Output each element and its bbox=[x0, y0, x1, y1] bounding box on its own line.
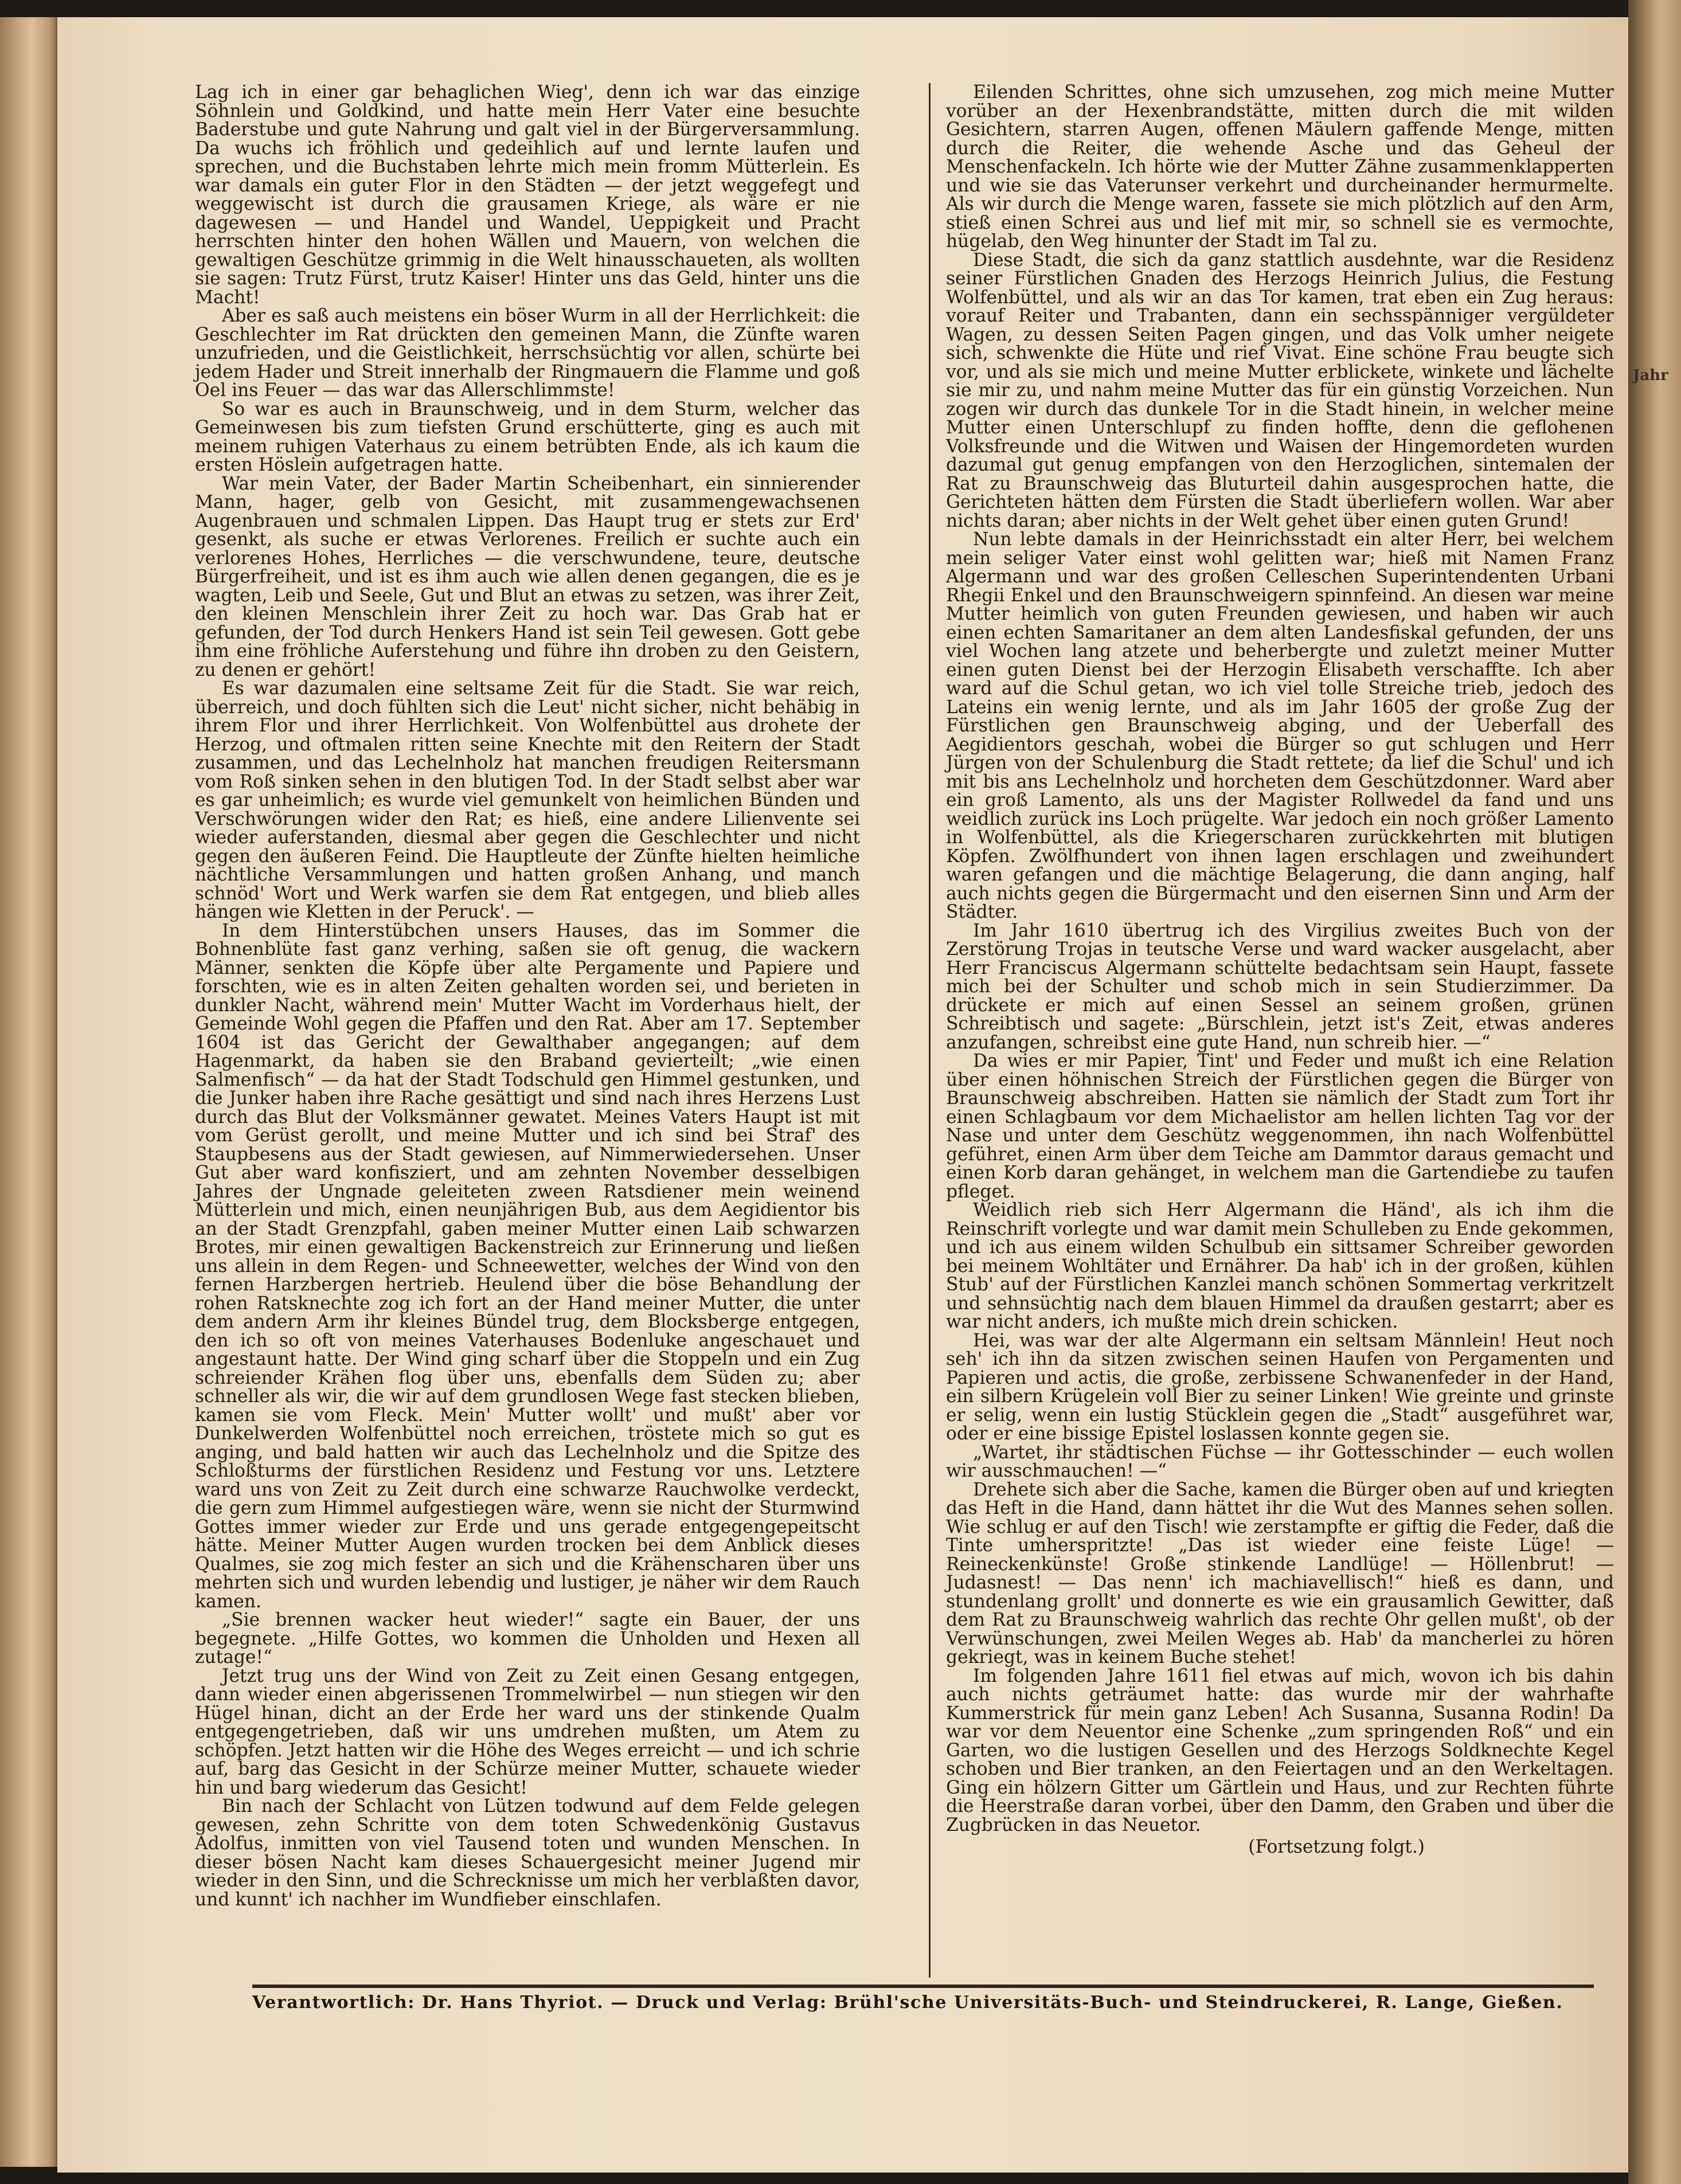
column-divider bbox=[929, 83, 931, 1978]
next-page-edge bbox=[1628, 0, 1681, 2184]
next-page-fragment: Jahr bbox=[1633, 367, 1668, 384]
paragraph: Es war dazumalen eine seltsame Zeit für die Stadt. Sie war reich, überreich, und doch fühlten sich die Leut' nicht sicher, nicht behäbig in ihrem Flor und ihrer Herrlichkeit. Von Wolfenbüttel aus drohete der Herzog, und oftmalen ritten seine Knechte mit den Reitern der Stadt zusammen, und das Lechelnholz hat manchen freudigen Reitersmann vom Roß sinken sehen in den blutigen Tod. In der Stadt selbst aber war es gar unheimlich; es wurde viel gemunkelt von heimlichen Bünden und Verschwörungen wider den Rat; es hieß, eine andere Lilienvente sei wieder auferstanden, diesmal aber gegen die Geschlechter und nicht gegen den äußeren Feind. Die Hauptleute der Zünfte hielten heimliche nächtliche Versammlungen und hatten großen Anhang, und manch schnöd' Wort und Werk warfen sie dem Rat entgegen, und blieb alles hängen wie Kletten in der Peruck'. — bbox=[195, 678, 860, 922]
paragraph: Da wies er mir Papier, Tint' und Feder und mußt ich eine Relation über einen höhnischen Streich der Fürstlichen gegen die Bürger von Braunschweig abschreiben. Hatten sie nämlich der Stadt zum Tort ihr einen Schlagbaum vor dem Michaelistor am hellen lichten Tag vor der Nase und unter dem Geschütz weggenommen, ihn nach Wolfenbüttel geführet, einen Arm über dem Teiche am Dammtor daraus gemacht und einen Korb daran gehänget, in welchem man die Gartendiebe zu taufen pfleget. bbox=[946, 1051, 1614, 1202]
paragraph: Bin nach der Schlacht von Lützen todwund auf dem Felde gelegen gewesen, zehn Schritte von dem toten Schwedenkönig Gustavus Adolfus, inmitten von viel Tausend toten und wunden Menschen. In dieser bösen Nacht kam dieses Schauergesicht meiner Jugend mir wieder in den Sinn, und die Schrecknisse um mich her verblaßten davor, und kunnt' ich nachher im Wundfieber einschlafen. bbox=[195, 1796, 860, 1910]
paragraph: „Sie brennen wacker heut wieder!“ sagte ein Bauer, der uns begegnete. „Hilfe Gottes, wo kommen die Unholden und Hexen all zutage!“ bbox=[195, 1610, 860, 1668]
paragraph: Lag ich in einer gar behaglichen Wieg', denn ich war das einzige Söhnlein und Goldkind, und hatte mein Herr Vater eine besuchte Baderstube und gute Nahrung und galt viel in der Bürgerversammlung. Da wuchs ich fröhlich und gedeihlich auf und lernte laufen und sprechen, und die Buchstaben lehrte mich mein fromm Mütterlein. Es war damals ein guter Flor in den Städten — der jetzt weggefegt und weggewischt ist durch die grausamen Kriege, als wäre er nie dagewesen — und Handel und Wandel, Ueppigkeit und Pracht herrschten hinter den hohen Wällen und Mauern, von welchen die gewaltigen Geschütze grimmig in die Welt hinausschaueten, als wollten sie sagen: Trutz Fürst, trutz Kaiser! Hinter uns das Geld, hinter uns die Macht! bbox=[195, 82, 860, 308]
right-text-column bbox=[946, 83, 1614, 1857]
book-binding bbox=[0, 17, 57, 2167]
paragraph: Diese Stadt, die sich da ganz stattlich ausdehnte, war die Residenz seiner Fürstlichen Gnaden des Herzogs Heinrich Julius, die Festung Wolfenbüttel, und als wir an das Tor kamen, trat eben ein Zug heraus: vorauf Reiter und Trabanten, dann ein sechsspänniger vergüldeter Wagen, zu dessen Seiten Pagen gingen, und das Volk umher neigete sich, schwenkte die Hüte und rief Vivat. Eine schöne Frau beugte sich vor, und als sie mich und meine Mutter erblickete, winkete und lächelte sie mir zu, und nahm meine Mutter das für ein günstig Vorzeichen. Nun zogen wir durch das dunkele Tor in die Stadt hinein, in welcher meine Mutter einen Unterschlupf zu finden hoffte, denn die geflohenen Volksfreunde und die Witwen und Waisen der Hingemordeten wurden dazumal gut genug empfangen von den Herzoglichen, sintemalen der Rat zu Braunschweig das Bluturteil dahin ausgesprochen hatte, die Gerichteten hätten dem Fürsten die Stadt überliefern wollen. War aber nichts daran; aber nichts in der Welt gehet über einen guten Grund! bbox=[946, 249, 1614, 531]
paragraph: Jetzt trug uns der Wind von Zeit zu Zeit einen Gesang entgegen, dann wieder einen abgerissenen Trommelwirbel — nun stiegen wir den Hügel hinan, dicht an der Erde her ward uns der stinkende Qualm entgegengetrieben, daß wir uns umdrehen mußten, um Atem zu schöpfen. Jetzt hatten wir die Höhe des Weges erreicht — und ich schrie auf, barg das Gesicht in der Schürze meiner Mutter, schauete wieder hin und barg wiederum das Gesicht! bbox=[195, 1665, 860, 1798]
left-text-column bbox=[195, 83, 860, 1909]
continuation-note: (Fortsetzung folgt.) bbox=[1248, 1837, 1425, 1857]
paragraph: Hei, was war der alte Algermann ein seltsam Männlein! Heut noch seh' ich ihn da sitzen zwischen seinen Haufen von Pergamenten und Papieren und actis, die große, zerbissene Schwanenfeder in der Hand, ein silbern Krügelein voll Bier zu seiner Linken! Wie greinte und grinste er selig, wenn ein lustig Stücklein gegen die „Stadt“ ausgeführet war, oder er eine bissige Epistel loslassen konnte gegen sie. bbox=[946, 1330, 1614, 1444]
paragraph: Eilenden Schrittes, ohne sich umzusehen, zog mich meine Mutter vorüber an der Hexenbrandstätte, mitten durch die mit wilden Gesichtern, starren Augen, offenen Mäulern gaffende Menge, mitten durch die Reiter, die wehende Asche und das Geheul der Menschenfackeln. Ich hörte wie der Mutter Zähne zusammenklapperten und wie sie das Vaterunser verkehrt und durcheinander hermurmelte. Als wir durch die Menge waren, fassete sie mich plötzlich auf den Arm, stieß einen Schrei aus und lief mit mir, so schnell sie es vermochte, hügelab, den Weg hinunter der Stadt im Tal zu. bbox=[946, 82, 1614, 252]
paragraph: Im folgenden Jahre 1611 fiel etwas auf mich, wovon ich bis dahin auch nichts geträumet hatte: das wurde mir der wahrhafte Kummerstrick für mein ganz Leben! Ach Susanna, Susanna Rodin! Da war vor dem Neuentor eine Schenke „zum springenden Roß“ und ein Garten, wo die lustigen Gesellen und des Herzogs Soldknechte Kegel schoben und Bier tranken, an den Feiertagen und an den Werkeltagen. Ging ein hölzern Gitter um Gärtlein und Haus, und zur Rechten führte die Heerstraße daran vorbei, über den Damm, den Graben und über die Zugbrücken in das Neuetor. bbox=[946, 1665, 1614, 1835]
imprint-footer: Verantwortlich: Dr. Hans Thyriot. — Druck und Verlag: Brühl'sche Universitäts-Buch- und Steindruckerei, R. Lange, Gießen. bbox=[252, 1993, 1563, 2013]
paragraph: Im Jahr 1610 übertrug ich des Virgilius zweites Buch von der Zerstörung Trojas in teutsche Verse und ward wacker ausgelacht, aber Herr Franciscus Algermann schüttelte bedachtsam sein Haupt, fassete mich bei der Schulter und schob mich in sein Studierzimmer. Da drückete er mich auf einen Sessel an seinem großen, grünen Schreibtisch und sagete: „Bürschlein, jetzt ist's Zeit, etwas anderes anzufangen, schreibst eine gute Hand, nun schreib hier. —“ bbox=[946, 920, 1614, 1053]
paragraph: „Wartet, ihr städtischen Füchse — ihr Gottesschinder — euch wollen wir ausschmauchen! —“ bbox=[946, 1442, 1614, 1481]
paragraph: In dem Hinterstübchen unsers Hauses, das im Sommer die Bohnenblüte fast ganz verhing, saßen sie oft genug, die wackern Männer, senkten die Köpfe über alte Pergamente und Papiere und forschten, wie es in alten Zeiten gehalten worden sei, und berieten in dunkler Nacht, während mein' Mutter Wacht im Vorderhaus hielt, der Gemeinde Wohl gegen die Pfaffen und den Rat. Aber am 17. September 1604 ist das Gericht der Gewalthaber angegangen; auf dem Hagenmarkt, da haben sie den Braband gevierteilt; „wie einen Salmenfisch“ — da hat der Stadt Todschuld gen Himmel gestunken, und die Junker haben ihre Rache gesättigt und sind nach ihres Herzens Lust durch das Blut der Volksmänner gewatet. Meines Vaters Haupt ist mit vom Gerüst gerollt, und meine Mutter und ich sind bei Straf' des Staupbesens aus der Stadt gewiesen, auf Nimmerwiedersehen. Unser Gut aber ward konfisziert, und am zehnten November desselbigen Jahres der Ungnade geleiteten zween Ratsdiener mein weinend Mütterlein und mich, einen neunjährigen Bub, aus dem Aegidientor bis an der Stadt Grenzpfahl, gaben meiner Mutter einen Laib schwarzen Brotes, mir einen gewaltigen Backenstreich zur Erinnerung und ließen uns allein in dem Regen- und Schneewetter, welches der Wind von den fernen Harzbergen hertrieb. Heulend über die böse Behandlung der rohen Ratsknechte zog ich fort an der Hand meiner Mutter, die unter dem andern Arm ihr kleines Bündel trug, dem Blocksberge entgegen, den ich so oft von meines Vaterhauses Bodenluke angeschauet und angestaunt hatte. Der Wind ging scharf über die Stoppeln und ein Zug schreiender Krähen flog über uns, ebenfalls dem Süden zu; aber schneller als wir, die wir auf dem grundlosen Wege fast stecken blieben, kamen sie vom Fleck. Mein' Mutter wollt' und mußt' aber vor Dunkelwerden Wolfenbüttel noch erreichen, tröstete mich so gut es anging, und bald hatten wir auch das Lechelnholz und die Spitze des Schloßturms der fürstlichen Residenz und Festung vor uns. Letztere ward uns von Zeit zu Zeit durch eine schwarze Rauchwolke verdeckt, die gern zum Himmel aufgestiegen wäre, wenn sie nicht der Sturmwind Gottes immer wieder zur Erde und uns gerade entgegengepeitscht hätte. Meiner Mutter Augen wurden trocken bei dem Anblick dieses Qualmes, sie zog mich fester an sich und die Krähenscharen über uns mehrten sich und wurden lebendig und lustiger, je näher wir dem Rauch kamen. bbox=[195, 920, 860, 1612]
paragraph: Drehete sich aber die Sache, kamen die Bürger oben auf und kriegten das Heft in die Hand, dann hättet ihr die Wut des Mannes sehen sollen. Wie schlug er auf den Tisch! wie zerstampfte er giftig die Feder, daß die Tinte umherspritzte! „Das ist wieder eine feiste Lüge! — Reineckenkünste! Große stinkende Landlüge! — Höllenbrut! — Judasnest! — Das nenn' ich machiavellisch!“ hieß es dann, und stundenlang grollt' und donnerte es wie ein grausamlich Gewitter, daß dem Rat zu Braunschweig wahrlich das rechte Ohr gellen mußt', ob der Verwünschungen, zwei Meilen Weges ab. Hab' da mancherlei zu hören gekriegt, was in keinem Buche stehet! bbox=[946, 1479, 1614, 1668]
paragraph: Aber es saß auch meistens ein böser Wurm in all der Herrlichkeit: die Geschlechter im Rat drückten den gemeinen Mann, die Zünfte waren unzufrieden, und die Geistlichkeit, herrschsüchtig vor allen, schürte bei jedem Hader und Streit innerhalb der Ringmauern die Flamme und goß Oel ins Feuer — das war das Allerschlimmste! bbox=[195, 306, 860, 401]
footer-rule bbox=[252, 1985, 1594, 1988]
paragraph: Weidlich rieb sich Herr Algermann die Händ', als ich ihm die Reinschrift vorlegte und war damit mein Schulleben zu Ende gekommen, und ich aus einem wilden Schulbub ein sittsamer Schreiber geworden bei meinem Wohltäter und Ernährer. Da hab' ich in der großen, kühlen Stub' auf der Fürstlichen Kanzlei manch schönen Sommertag verkritzelt und sehnsüchtig nach dem blauen Himmel da draußen gestarrt; aber es war nicht anders, ich mußte mich drein schicken. bbox=[946, 1200, 1614, 1332]
paragraph: Nun lebte damals in der Heinrichsstadt ein alter Herr, bei welchem mein seliger Vater einst wohl gelitten war; hieß mit Namen Franz Algermann und war des großen Celleschen Superintendenten Urbani Rhegii Enkel und den Braunschweigern spinnfeind. An diesen war meine Mutter heimlich von guten Freunden gewiesen, und haben wir auch einen echten Samaritaner an dem alten Landesfiskal gefunden, der uns viel Wochen lang atzete und beherbergte und zuletzt meiner Mutter einen guten Dienst bei der Herzogin Elisabeth verschaffte. Ich aber ward auf die Schul getan, wo ich viel tolle Streiche trieb, jedoch des Lateins ein wenig lernte, und als im Jahr 1605 der große Zug der Fürstlichen gen Braunschweig abging, und der Ueberfall des Aegidientors geschah, wobei die Bürger so gut schlugen und Herr Jürgen von der Schulenburg die Stadt rettete; da lief die Schul' und ich mit bis ans Lechelnholz und horcheten dem Geschützdonner. Ward aber ein groß Lamento, als uns der Magister Rollwedel da fand und uns weidlich zurück ins Loch prügelte. War jedoch ein noch größer Lamento in Wolfenbüttel, als die Kriegerscharen zurückkehrten mit blutigen Köpfen. Zwölfhundert von ihnen lagen erschlagen und zweihundert waren gefangen und die mächtige Belagerung, die dann anging, half auch nichts gegen die Bürgermacht und den eisernen Sinn und Arm der Städter. bbox=[946, 529, 1614, 922]
paragraph: War mein Vater, der Bader Martin Scheibenhart, ein sinnierender Mann, hager, gelb von Gesicht, mit zusammengewachsenen Augenbrauen und schmalen Lippen. Das Haupt trug er stets zur Erd' gesenkt, als suche er etwas Verlorenes. Freilich er suchte auch ein verlorenes Hohes, Herrliches — die verschwundene, teure, deutsche Bürgerfreiheit, und ist es ihm auch wie allen denen gegangen, die es je wagten, Leib und Seele, Gut und Blut an etwas zu setzen, was ihrer Zeit, den kleinen Menschlein ihrer Zeit zu hoch war. Das Grab hat er gefunden, der Tod durch Henkers Hand ist sein Teil gewesen. Gott gebe ihm eine fröhliche Auferstehung und führe ihn droben zu den Geistern, zu denen er gehört! bbox=[195, 473, 860, 680]
paragraph: So war es auch in Braunschweig, und in dem Sturm, welcher das Gemeinwesen bis zum tiefsten Grund erschütterte, ging es auch mit meinem ruhigen Vaterhaus zu einem betrübten Ende, als ich kaum die ersten Höslein aufgetragen hatte. bbox=[195, 398, 860, 475]
